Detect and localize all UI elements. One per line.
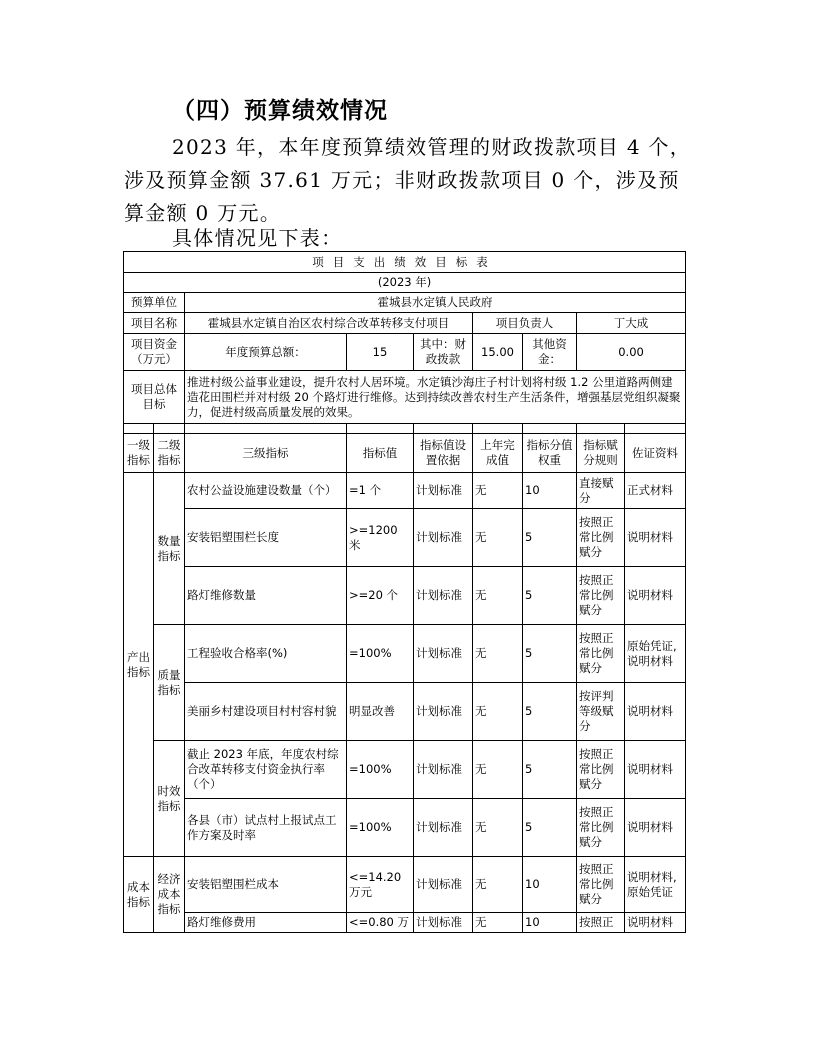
indicator-weight: 5 — [523, 509, 577, 567]
table-row — [124, 625, 686, 683]
overall-goal-label: 项目总体目标 — [124, 371, 185, 424]
indicator-prev: 无 — [473, 509, 523, 567]
indicator-prev: 无 — [473, 741, 523, 799]
project-name-label: 项目名称 — [124, 313, 185, 334]
annual-budget-value: 15 — [347, 334, 414, 371]
header-evidence: 佐证资料 — [625, 434, 686, 473]
table-row — [124, 913, 686, 933]
header-value: 指标值 — [347, 434, 414, 473]
indicator-rule: 按照正常比例赋分 — [577, 509, 625, 567]
level1-cost: 成本指标 — [124, 857, 154, 933]
indicator-evidence: 说明材料 — [625, 799, 686, 857]
table-row — [124, 799, 686, 857]
table-year: (2023 年) — [124, 273, 686, 293]
indicator-name: 安装铝塑围栏成本 — [185, 857, 347, 913]
table-row — [124, 509, 686, 567]
indicator-name: 工程验收合格率(%) — [185, 625, 347, 683]
indicator-value: =100% — [347, 741, 414, 799]
header-level3: 三级指标 — [185, 434, 347, 473]
indicator-value: 明显改善 — [347, 683, 414, 741]
level2-economic-cost: 经济成本指标 — [154, 857, 185, 933]
indicator-value: >=1200 米 — [347, 509, 414, 567]
indicator-value: =100% — [347, 799, 414, 857]
level2-quality: 质量指标 — [154, 625, 185, 741]
level2-quantity: 数量指标 — [154, 473, 185, 625]
other-fund-label: 其他资金： — [523, 334, 577, 371]
level2-timeliness: 时效指标 — [154, 741, 185, 857]
indicator-name: 路灯维修费用 — [185, 913, 347, 933]
indicator-evidence: 说明材料,原始凭证 — [625, 857, 686, 913]
indicator-name: 安装铝塑围栏长度 — [185, 509, 347, 567]
indicator-name: 农村公益设施建设数量（个） — [185, 473, 347, 509]
overall-goal-text: 推进村级公益事业建设，提升农村人居环境。水定镇沙海庄子村计划将村级 1.2 公里道路两侧建造花田围栏并对村级 20 个路灯进行维修。达到持续改善农村生产生活条件，增强基层党组织凝聚力，促进村级高质量发展的效果。 — [185, 371, 686, 424]
indicator-prev: 无 — [473, 473, 523, 509]
indicator-evidence: 说明材料 — [625, 683, 686, 741]
indicator-weight: 10 — [523, 913, 577, 933]
table-row — [124, 473, 686, 509]
summary-paragraph: 2023 年，本年度预算绩效管理的财政拨款项目 4 个，涉及预算金额 37.61 万元；非财政拨款项目 0 个，涉及预算金额 0 万元。 — [124, 135, 692, 225]
fiscal-label: 其中：财政拨款 — [414, 334, 473, 371]
indicator-rule: 直接赋分 — [577, 473, 625, 509]
project-owner-value: 丁大成 — [577, 313, 686, 334]
indicator-rule: 按照正常比例赋分 — [577, 741, 625, 799]
header-level2: 二级指标 — [154, 434, 185, 473]
indicator-prev: 无 — [473, 625, 523, 683]
indicator-weight: 5 — [523, 683, 577, 741]
indicator-basis: 计划标准 — [414, 625, 473, 683]
indicator-evidence: 说明材料 — [625, 509, 686, 567]
table-row — [124, 683, 686, 741]
table-title: 项目支出绩效目标表 — [124, 252, 686, 273]
project-owner-label: 项目负责人 — [473, 313, 577, 334]
header-level1: 一级指标 — [124, 434, 154, 473]
header-basis: 指标值设置依据 — [414, 434, 473, 473]
fiscal-value: 15.00 — [473, 334, 523, 371]
budget-unit-value: 霍城县水定镇人民政府 — [185, 293, 686, 313]
indicator-prev: 无 — [473, 857, 523, 913]
other-fund-value: 0.00 — [577, 334, 686, 371]
header-prev: 上年完成值 — [473, 434, 523, 473]
indicator-evidence: 原始凭证,说明材料 — [625, 625, 686, 683]
indicator-weight: 5 — [523, 625, 577, 683]
indicator-value: =100% — [347, 625, 414, 683]
indicator-name: 路灯维修数量 — [185, 567, 347, 625]
indicator-prev: 无 — [473, 683, 523, 741]
table-intro: 具体情况见下表： — [172, 226, 343, 250]
table-row — [124, 567, 686, 625]
level1-output: 产出指标 — [124, 473, 154, 857]
indicator-prev: 无 — [473, 567, 523, 625]
header-rule: 指标赋分规则 — [577, 434, 625, 473]
table-row — [124, 857, 686, 913]
indicator-basis: 计划标准 — [414, 741, 473, 799]
indicator-name: 截止 2023 年底，年度农村综合改革转移支付资金执行率（个） — [185, 741, 347, 799]
indicator-value: =1 个 — [347, 473, 414, 509]
performance-target-table — [123, 251, 686, 933]
indicator-basis: 计划标准 — [414, 913, 473, 933]
indicator-rule: 按照正常比例赋分 — [577, 799, 625, 857]
indicator-basis: 计划标准 — [414, 857, 473, 913]
indicator-name: 各县（市）试点村上报试点工作方案及时率 — [185, 799, 347, 857]
indicator-rule: 按照正 — [577, 913, 625, 933]
indicator-weight: 5 — [523, 741, 577, 799]
indicator-basis: 计划标准 — [414, 567, 473, 625]
indicator-value: >=20 个 — [347, 567, 414, 625]
section-heading: （四）预算绩效情况 — [172, 98, 388, 124]
indicator-rule: 按照正常比例赋分 — [577, 857, 625, 913]
indicator-rule: 按照正常比例赋分 — [577, 567, 625, 625]
indicator-weight: 5 — [523, 799, 577, 857]
project-name-value: 霍城县水定镇自治区农村综合改革转移支付项目 — [185, 313, 473, 334]
indicator-basis: 计划标准 — [414, 473, 473, 509]
header-weight: 指标分值权重 — [523, 434, 577, 473]
indicator-weight: 10 — [523, 473, 577, 509]
indicator-evidence: 说明材料 — [625, 741, 686, 799]
indicator-weight: 5 — [523, 567, 577, 625]
project-fund-label: 项目资金（万元） — [124, 334, 185, 371]
indicator-weight: 10 — [523, 857, 577, 913]
indicator-value: <=14.20 万元 — [347, 857, 414, 913]
indicator-name: 美丽乡村建设项目村村容村貌 — [185, 683, 347, 741]
indicator-evidence: 正式材料 — [625, 473, 686, 509]
indicator-rule: 按评判等级赋分 — [577, 683, 625, 741]
annual-budget-label: 年度预算总额： — [185, 334, 347, 371]
indicator-evidence: 说明材料 — [625, 567, 686, 625]
indicator-value: <=0.80 万 — [347, 913, 414, 933]
indicator-prev: 无 — [473, 799, 523, 857]
indicator-basis: 计划标准 — [414, 799, 473, 857]
indicator-evidence: 说明材料 — [625, 913, 686, 933]
indicator-rule: 按照正常比例赋分 — [577, 625, 625, 683]
indicator-basis: 计划标准 — [414, 509, 473, 567]
table-row — [124, 741, 686, 799]
indicator-basis: 计划标准 — [414, 683, 473, 741]
indicator-prev: 无 — [473, 913, 523, 933]
budget-unit-label: 预算单位 — [124, 293, 185, 313]
